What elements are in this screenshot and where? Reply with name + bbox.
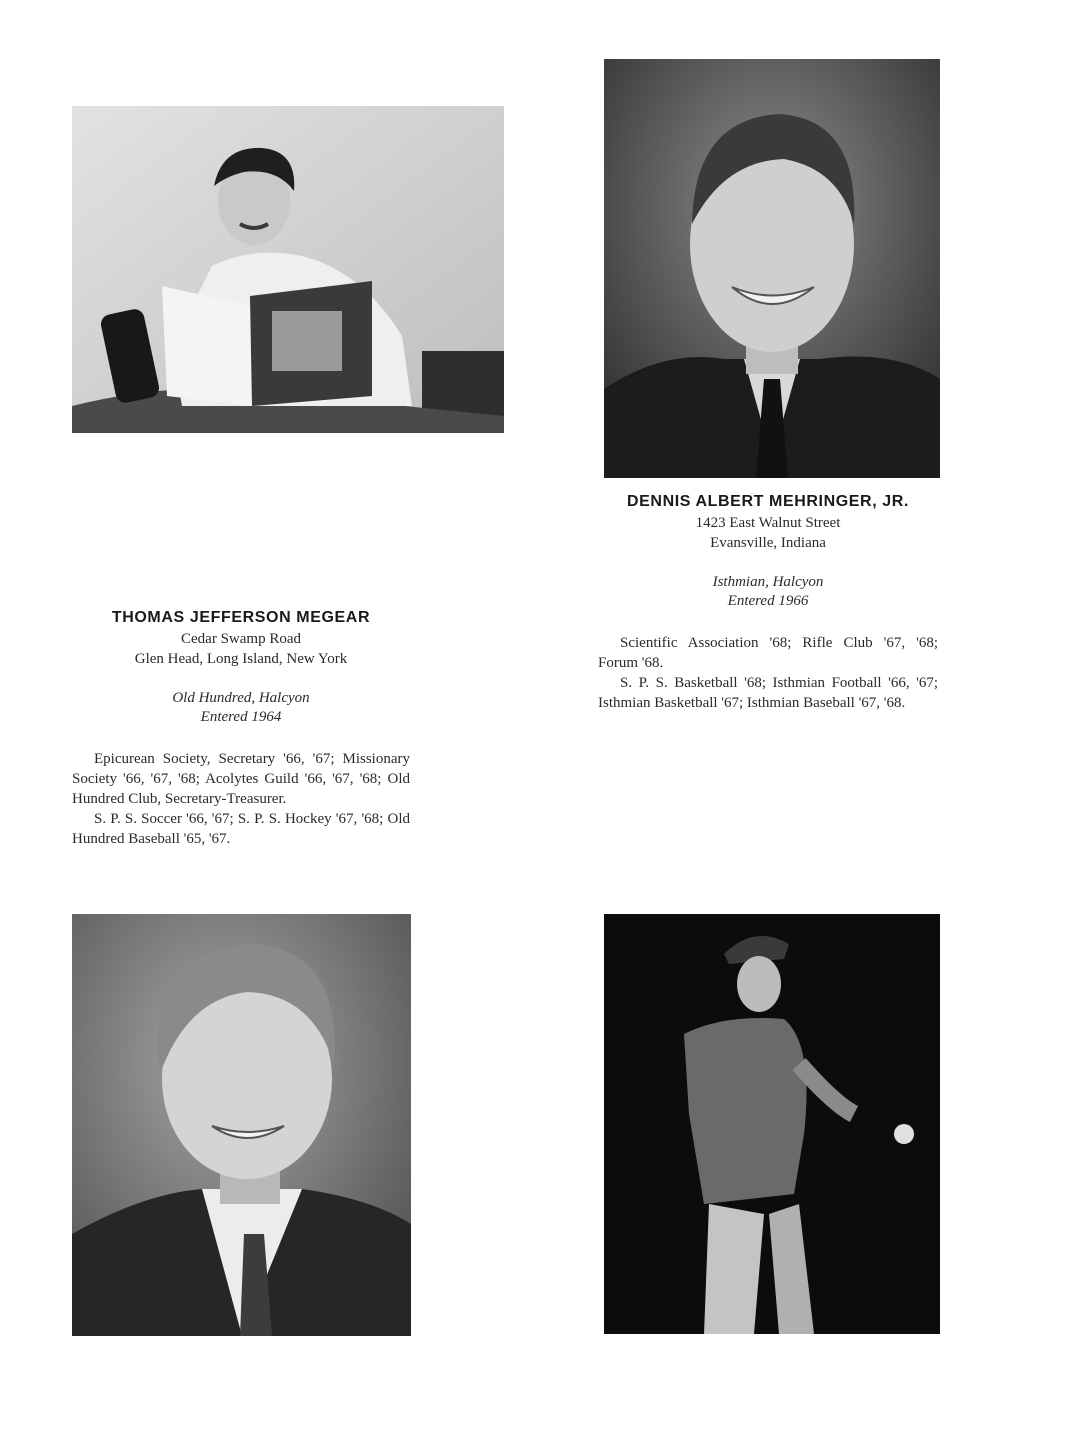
student-name: DENNIS ALBERT MEHRINGER, JR.: [626, 493, 909, 510]
student-name: THOMAS JEFFERSON MEGEAR: [111, 609, 371, 626]
address-line-2: Evansville, Indiana: [710, 535, 826, 551]
stage-photo-performer: [604, 914, 940, 1334]
houses-line: Old Hundred, Halcyon: [172, 690, 310, 706]
portrait-photo-mehringer: [604, 59, 940, 478]
senior-entry-mehringer: [598, 493, 938, 713]
address-line-1: 1423 East Walnut Street: [695, 515, 841, 531]
houses-line: Isthmian, Halcyon: [712, 574, 824, 590]
senior-entry-megear: [72, 609, 410, 849]
candid-photo-reading: [72, 106, 504, 433]
sports-paragraph: S. P. S. Soccer '66, '67; S. P. S. Hockey '67, '68; Old Hundred Baseball '65, '67.: [72, 811, 410, 847]
address-line-1: Cedar Swamp Road: [181, 631, 301, 647]
activities-paragraph: Scientific Association '68; Rifle Club '67, '68; Forum '68.: [598, 635, 938, 671]
address-line-2: Glen Head, Long Island, New York: [134, 651, 348, 667]
portrait-photo-megear: [72, 914, 411, 1336]
activities-paragraph: Epicurean Society, Secretary '66, '67; Missionary Society '66, '67, '68; Acolytes Guild '66, '67, '68; Old Hundred Club, Secretary-Treasurer.: [72, 751, 410, 807]
sports-paragraph: S. P. S. Basketball '68; Isthmian Football '66, '67; Isthmian Basketball '67; Isthmian Baseball '67, '68.: [598, 675, 938, 711]
entered-year: Entered 1966: [727, 593, 809, 609]
entered-year: Entered 1964: [200, 709, 282, 725]
